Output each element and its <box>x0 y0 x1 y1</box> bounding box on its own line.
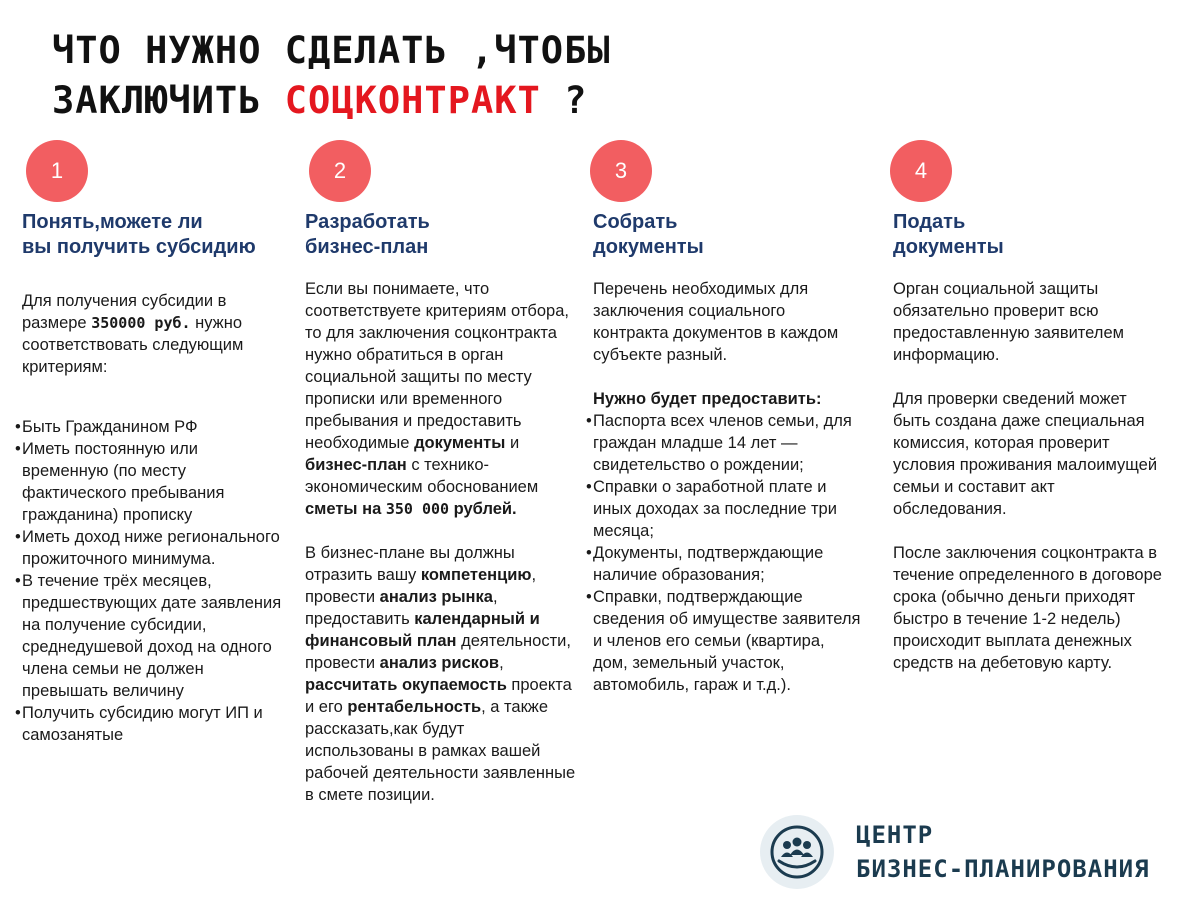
text-run: , а также рассказать,как будут использованы в рамках вашей рабочей деятельности заявленные в смете позиции. <box>305 698 576 804</box>
step-intro <box>22 290 284 378</box>
bold-text: сметы на <box>305 500 386 518</box>
list-item: • Получить субсидию могут ИП и самозанятые <box>22 702 284 746</box>
documents-list <box>593 410 861 696</box>
title-prefix: ЗАКЛЮЧИТЬ <box>52 79 285 122</box>
list-item: • Быть Гражданином РФ <box>22 416 284 438</box>
step-4 <box>893 140 1163 696</box>
step-heading-line: Разработать <box>305 211 430 233</box>
paragraph: Орган социальной защиты обязательно проверит всю предоставленную заявителем информацию. <box>893 280 1124 364</box>
step-heading-line: Понять,можете ли <box>22 211 203 233</box>
title-line-2 <box>52 76 611 126</box>
paragraph <box>305 278 577 520</box>
step-heading <box>593 210 861 260</box>
text-run: с технико-экономическим обоснованием <box>305 456 539 496</box>
step-body <box>893 278 1163 674</box>
logo-line: БИЗНЕС-ПЛАНИРОВАНИЯ <box>856 855 1150 883</box>
step-heading-line: Подать <box>893 211 966 233</box>
title-accent: СОЦКОНТРАКТ <box>284 79 541 122</box>
list-item: • Паспорта всех членов семьи, для граждан младше 14 лет — свидетельство о рождении; <box>593 410 861 476</box>
text-run: В бизнес-плане вы должны отразить вашу <box>305 544 515 584</box>
text-run: , <box>499 654 504 672</box>
step-1 <box>22 140 284 746</box>
amount-highlight: 350 000 <box>385 500 450 518</box>
people-hands-icon <box>760 815 834 889</box>
text-run: нужно соответствовать следующим критериям: <box>22 314 244 376</box>
step-heading <box>22 210 284 260</box>
step-number-badge: 2 <box>309 140 371 202</box>
list-item: • В течение трёх месяцев, предшествующих дате заявления на получение субсидии, среднедушевой доход на одного члена семьи не должен превышать величину <box>22 570 284 702</box>
step-heading <box>893 210 1163 260</box>
title-suffix: ? <box>540 79 588 122</box>
amount-highlight: 350000 руб. <box>91 314 191 332</box>
page-title <box>52 26 611 126</box>
list-item: • Справки о заработной плате и иных доходах за последние три месяца; <box>593 476 861 542</box>
logo-text <box>856 818 1150 886</box>
text-run: и <box>505 434 520 452</box>
title-line-1: ЧТО НУЖНО СДЕЛАТЬ ,ЧТОБЫ <box>52 29 611 72</box>
company-logo <box>760 812 1200 892</box>
bold-text: анализ рынка <box>379 588 493 606</box>
list-item: • Иметь доход ниже регионального прожиточного минимума. <box>22 526 284 570</box>
bold-text: календарный и финансовый план <box>305 610 540 650</box>
step-body <box>593 278 861 696</box>
step-3 <box>593 140 861 696</box>
text-run: проекта и его <box>305 676 572 716</box>
step-2 <box>305 140 577 828</box>
paragraph <box>305 542 577 806</box>
text-run: Для получения субсидии в размере <box>22 292 227 332</box>
text-run: деятельности, провести <box>305 632 571 672</box>
text-run: Если вы понимаете, что соответствуете критериям отбора, то для заключения соцконтракта нужно обратиться в орган социальной защиты по месту прописки или временного пребывания и предоставить необходимые <box>305 280 569 452</box>
list-item: • Документы, подтверждающие наличие образования; <box>593 542 861 586</box>
bold-text: рассчитать окупаемость <box>305 676 507 694</box>
step-heading <box>305 210 577 260</box>
logo-line: ЦЕНТР <box>856 821 934 849</box>
step-number-badge: 3 <box>590 140 652 202</box>
bold-text: бизнес-план <box>305 456 407 474</box>
step-body <box>22 290 284 746</box>
bold-text: рублей. <box>449 500 517 518</box>
bold-text: анализ рисков <box>379 654 500 672</box>
step-heading-line: документы <box>893 236 1004 258</box>
list-item: • Иметь постоянную или временную (по месту фактического пребывания гражданина) прописку <box>22 438 284 526</box>
step-number-badge: 4 <box>890 140 952 202</box>
paragraph: После заключения соцконтракта в течение определенного в договоре срока (обычно деньги приходят быстро в течение 1-2 недель) происходит выплата денежных средств на дебетовую карту. <box>893 544 1162 672</box>
step-heading-line: бизнес-план <box>305 236 429 258</box>
step-heading-line: вы получить субсидию <box>22 236 256 258</box>
text-run: , предоставить <box>305 588 498 628</box>
text-run: , провести <box>305 566 537 606</box>
step-number-badge: 1 <box>26 140 88 202</box>
list-item: • Справки, подтверждающие сведения об имуществе заявителя и членов его семьи (квартира, дом, земельный участок, автомобиль, гараж и т.д.). <box>593 586 861 696</box>
bold-text: компетенцию <box>420 566 532 584</box>
criteria-list <box>22 416 284 746</box>
bold-text: документы <box>414 434 506 452</box>
paragraph: Для проверки сведений может быть создана даже специальная комиссия, которая проверит условия проживания малоимущей семьи и составит акт обследования. <box>893 390 1158 518</box>
step-heading-line: документы <box>593 236 704 258</box>
step-body <box>305 278 577 806</box>
docs-label: Нужно будет предоставить: <box>593 390 822 408</box>
bold-text: рентабельность <box>347 698 482 716</box>
step-heading-line: Собрать <box>593 211 678 233</box>
paragraph: Перечень необходимых для заключения социального контракта документов в каждом субъекте разный. <box>593 280 839 364</box>
